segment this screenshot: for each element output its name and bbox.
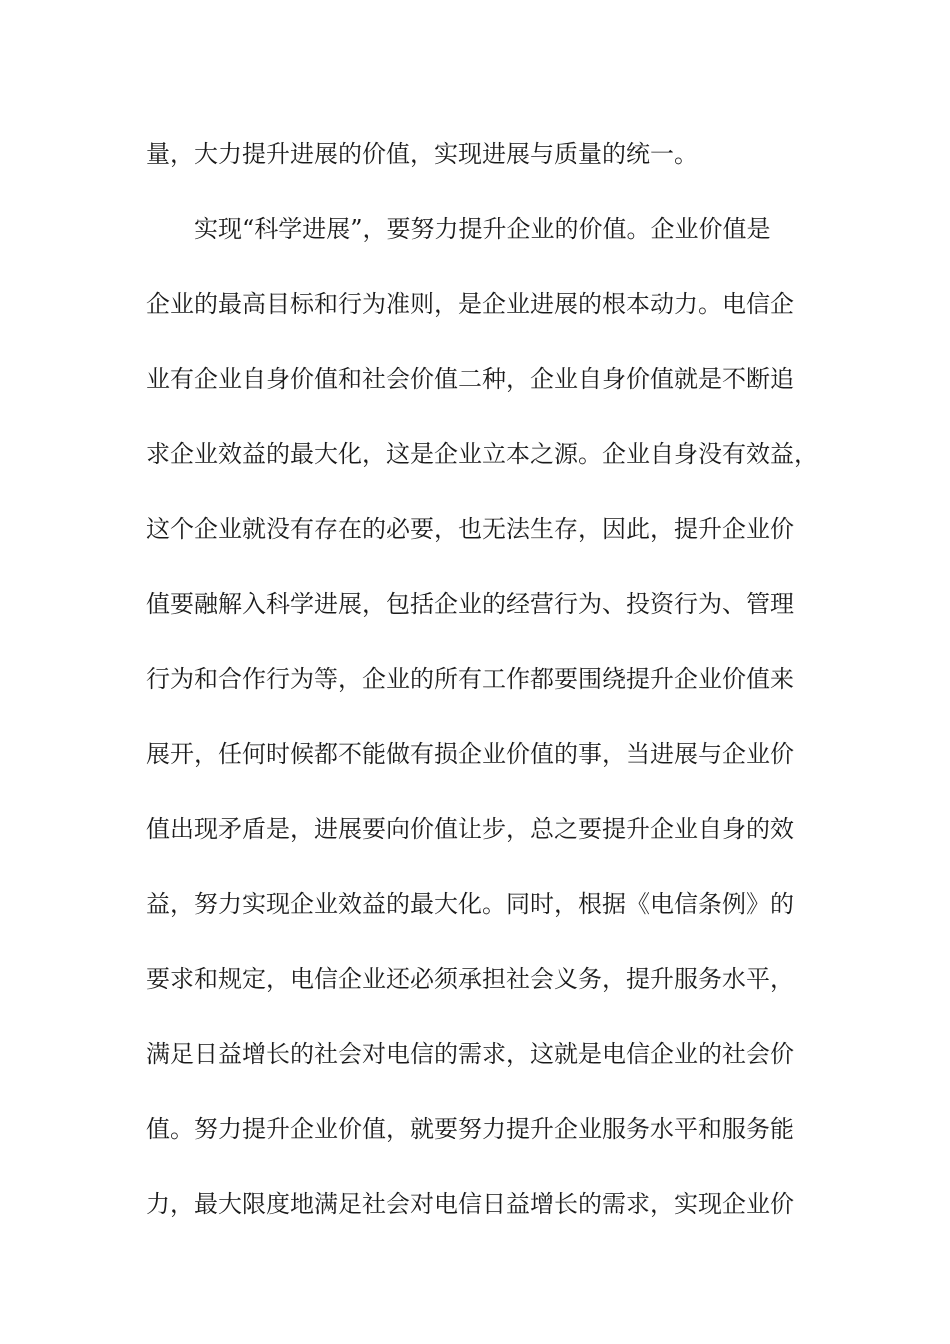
text-line: 企业的最高目标和行为准则，是企业进展的根本动力。电信企	[146, 290, 794, 318]
text-line: 展开，任何时候都不能做有损企业价值的事，当进展与企业价	[146, 740, 794, 768]
text-line: 要求和规定，电信企业还必须承担社会义务，提升服务水平，	[146, 965, 794, 993]
text-line: 业有企业自身价值和社会价值二种，企业自身价值就是不断追	[146, 365, 794, 393]
text-line: 力，最大限度地满足社会对电信日益增长的需求，实现企业价	[146, 1190, 794, 1218]
text-line: 益，努力实现企业效益的最大化。同时，根据《电信条例》的	[146, 890, 794, 918]
text-line: 行为和合作行为等，企业的所有工作都要围绕提升企业价值来	[146, 665, 794, 693]
text-line: 满足日益增长的社会对电信的需求，这就是电信企业的社会价	[146, 1040, 794, 1068]
text-line: 值出现矛盾是，进展要向价值让步，总之要提升企业自身的效	[146, 815, 794, 843]
text-line: 值要融解入科学进展，包括企业的经营行为、投资行为、管理	[146, 590, 794, 618]
text-line: 值。努力提升企业价值，就要努力提升企业服务水平和服务能	[146, 1115, 794, 1143]
text-line: 量，大力提升进展的价值，实现进展与质量的统一。	[146, 140, 698, 168]
text-line: 这个企业就没有存在的必要，也无法生存，因此，提升企业价	[146, 515, 794, 543]
paragraph-start-line: 实现“科学进展”，要努力提升企业的价值。企业价值是	[194, 215, 771, 243]
body-text	[146, 120, 818, 1245]
text-line: 求企业效益的最大化，这是企业立本之源。企业自身没有效益，	[146, 440, 818, 468]
